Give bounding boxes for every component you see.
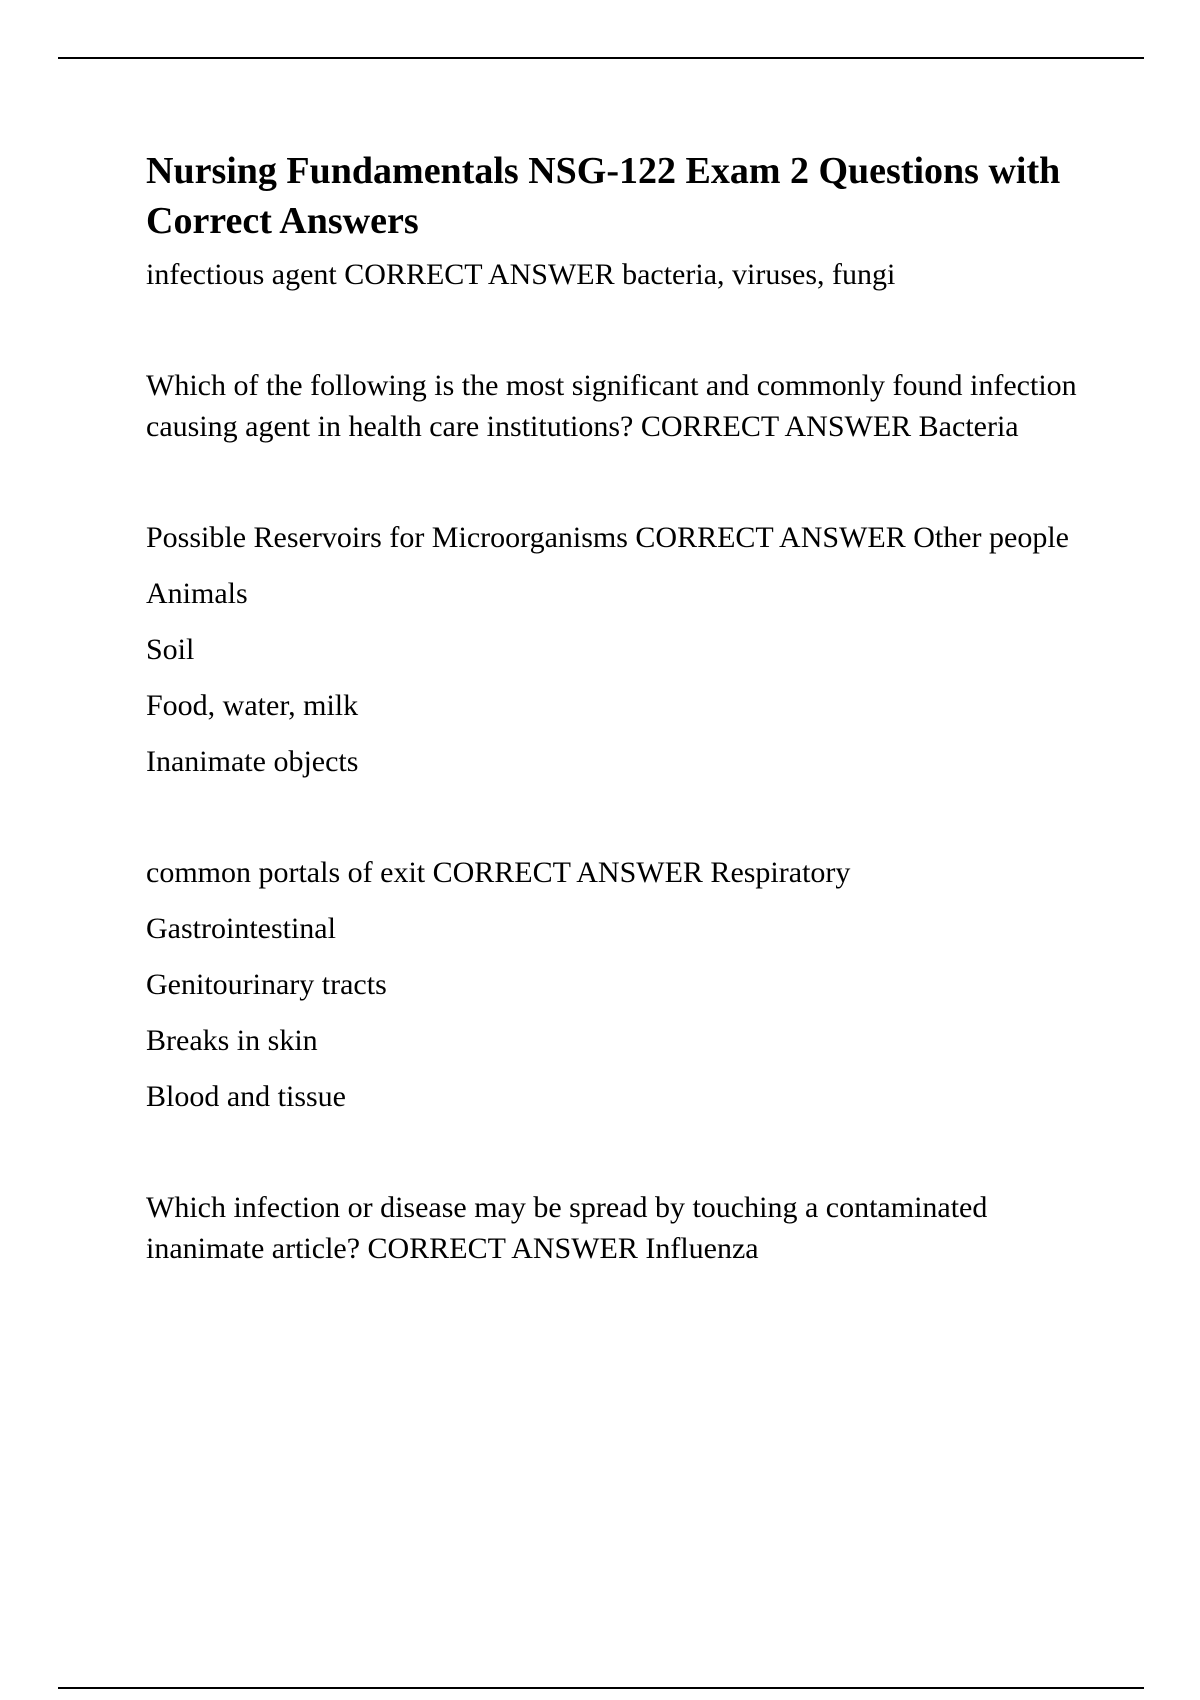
- qa-text: Which infection or disease may be spread by touching a contaminated inanimate article? CORRECT ANSWER Influenza: [146, 1191, 988, 1265]
- answer-line: Gastrointestinal: [146, 912, 336, 945]
- qa-item-5: [146, 1187, 1086, 1269]
- qa-item-2: [146, 365, 1086, 447]
- answer-line: Food, water, milk: [146, 689, 359, 722]
- answer-line: Genitourinary tracts: [146, 968, 387, 1001]
- answer-line: Breaks in skin: [146, 1024, 318, 1057]
- qa-item-1: [146, 254, 1086, 295]
- footer-rule: [58, 1687, 1144, 1689]
- document-page: [146, 146, 1086, 1339]
- document-title: Nursing Fundamentals NSG-122 Exam 2 Questions with Correct Answers: [146, 150, 1061, 242]
- answer-line: Inanimate objects: [146, 745, 359, 778]
- answer-line: Animals: [146, 577, 248, 610]
- answer-line: Blood and tissue: [146, 1080, 346, 1113]
- qa-text: common portals of exit CORRECT ANSWER Respiratory: [146, 856, 851, 889]
- qa-text: Which of the following is the most significant and commonly found infection causing agent in health care institutions? CORRECT ANSWER Bacteria: [146, 369, 1077, 443]
- answer-line: Soil: [146, 633, 195, 666]
- qa-item-3: [146, 517, 1086, 782]
- qa-item-4: [146, 852, 1086, 1117]
- qa-text: infectious agent CORRECT ANSWER bacteria, viruses, fungi: [146, 258, 896, 291]
- header-rule: [58, 57, 1144, 59]
- qa-text: Possible Reservoirs for Microorganisms CORRECT ANSWER Other people: [146, 521, 1069, 554]
